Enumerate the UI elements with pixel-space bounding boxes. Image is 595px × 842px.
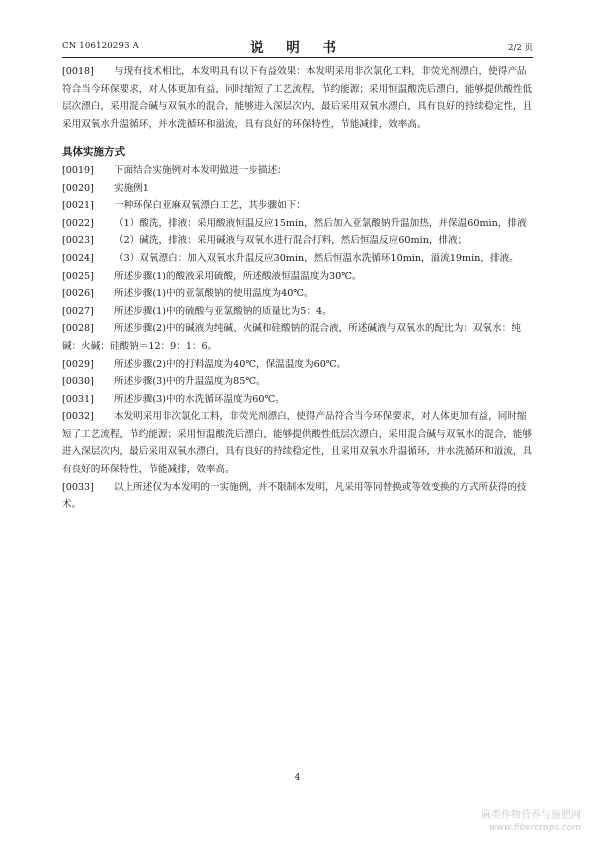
paragraph-0023 <box>62 232 533 250</box>
patent-number: CN 106120293 A <box>62 41 139 51</box>
paragraph-number: [0030] <box>62 376 94 388</box>
page-number: 4 <box>294 773 301 783</box>
paragraph-text: 一种环保白亚麻双氧漂白工艺，其步骤如下： <box>114 200 306 212</box>
paragraph-text: （2）碱洗，排液：采用碱液与双氧水进行混合打料，然后恒温反应60min，排液； <box>114 235 468 247</box>
paragraph-0021 <box>62 197 533 215</box>
paragraph-0030 <box>62 373 533 391</box>
paragraph-number: [0024] <box>62 252 94 264</box>
paragraph-number: [0019] <box>62 164 94 176</box>
paragraph-number: [0025] <box>62 270 94 282</box>
paragraph-number: [0031] <box>62 393 94 405</box>
paragraph-text: 所述步骤(1)中的亚氯酸钠的使用温度为40℃。 <box>114 288 314 300</box>
paragraph-number: [0028] <box>62 323 94 335</box>
paragraph-number: [0021] <box>62 200 94 212</box>
paragraph-text: 下面结合实施例对本发明做进一步描述： <box>114 164 287 176</box>
paragraph-text: 实施例1 <box>114 182 149 194</box>
paragraph-number: [0032] <box>62 411 94 423</box>
paragraph-0025 <box>62 268 533 286</box>
paragraph-0027 <box>62 303 533 321</box>
paragraph-0026 <box>62 285 533 303</box>
paragraph-number: [0029] <box>62 358 94 370</box>
paragraph-0028 <box>62 320 533 355</box>
paragraph-0024 <box>62 250 533 268</box>
paragraph-number: [0018] <box>62 66 94 77</box>
paragraph-text: （3）双氧漂白：加入双氧水升温反应30min，然后恒温水洗循环10min，溢流19min，排液。 <box>114 252 519 264</box>
paragraph-0031 <box>62 391 533 409</box>
document-title: 说 明 书 <box>250 40 345 56</box>
paragraph-text: 本发明采用非次氯化工料，非荧光剂漂白，使得产品符合当今环保要求，对人体更加有益，同时缩短了工艺流程，节约能源；采用恒温酸洗后漂白，能够提供酸性低层次漂白，采用混合碱与双氧水的混合，能够进入深层次内，最后采用双氧水漂白，具有良好的持续稳定性，且采用双氧水升温循环，并水洗循环和溢流，具有良好的环保特性，节能减排，效率高。 <box>62 411 533 476</box>
paragraph-0032 <box>62 408 533 478</box>
header-divider <box>62 57 533 58</box>
watermark-url: www.fibercrops.com <box>489 823 581 833</box>
paragraph-0019 <box>62 162 533 180</box>
paragraph-0020 <box>62 180 533 198</box>
paragraph-number: [0022] <box>62 217 94 229</box>
paragraph-text: 以上所述仅为本发明的一实施例，并不限制本发明，凡采用等同替换或等效变换的方式所获得的技术。 <box>62 481 527 511</box>
paragraph-0033 <box>62 479 533 514</box>
paragraph-text: 所述步骤(1)中的硫酸与亚氯酸钠的质量比为5：4。 <box>114 305 332 317</box>
paragraph-number: [0023] <box>62 235 94 247</box>
site-watermark <box>481 810 581 834</box>
watermark-site-name: 麻类作物营养与施肥网 <box>481 810 581 821</box>
paragraph-0029 <box>62 356 533 374</box>
paragraph-text: 所述步骤(1)的酸液采用硫酸，所述酸液恒温温度为30℃。 <box>114 270 362 282</box>
page-header <box>62 36 533 56</box>
paragraph-0018 <box>62 63 533 133</box>
paragraph-number: [0020] <box>62 182 94 194</box>
paragraph-text: 所述步骤(3)中的升温温度为85℃。 <box>114 376 266 388</box>
paragraph-text: 所述步骤(3)中的水洗循环温度为60℃。 <box>114 393 285 405</box>
paragraph-0022 <box>62 215 533 233</box>
paragraph-text: 所述步骤(2)中的碱液为纯碱、火碱和硅酸钠的混合液，所述碱液与双氧水的配比为：双氧水：纯碱：火碱：硅酸钠＝12：9：1：6。 <box>62 323 521 352</box>
paragraph-number: [0033] <box>62 481 94 493</box>
paragraph-text: 所述步骤(2)中的打料温度为40℃，保温温度为60℃。 <box>114 358 347 370</box>
page-indicator: 2/2 页 <box>508 43 533 53</box>
document-body <box>62 63 533 514</box>
section-heading: 具体实施方式 <box>62 146 125 159</box>
paragraph-number: [0027] <box>62 305 94 317</box>
paragraph-text: （1）酸洗，排液：采用酸液恒温反应15min，然后加入亚氯酸钠升温加热，并保温60min，排液 <box>114 217 527 229</box>
paragraph-text: 与现有技术相比，本发明具有以下有益效果：本发明采用非次氯化工料，非荧光剂漂白，使得产品符合当今环保要求，对人体更加有益，同时缩短了工艺流程，节约能源；采用恒温酸洗后漂白，能够提供酸性低层次漂白，采用混合碱与双氧水的混合，能够进入深层次内，最后采用双氧水漂白，具有良好的持续稳定性，且采用双氧水升温循环，并水洗循环和溢流，具有良好的环保特性，节能减排，效率高。 <box>62 66 533 130</box>
paragraph-number: [0026] <box>62 288 94 300</box>
